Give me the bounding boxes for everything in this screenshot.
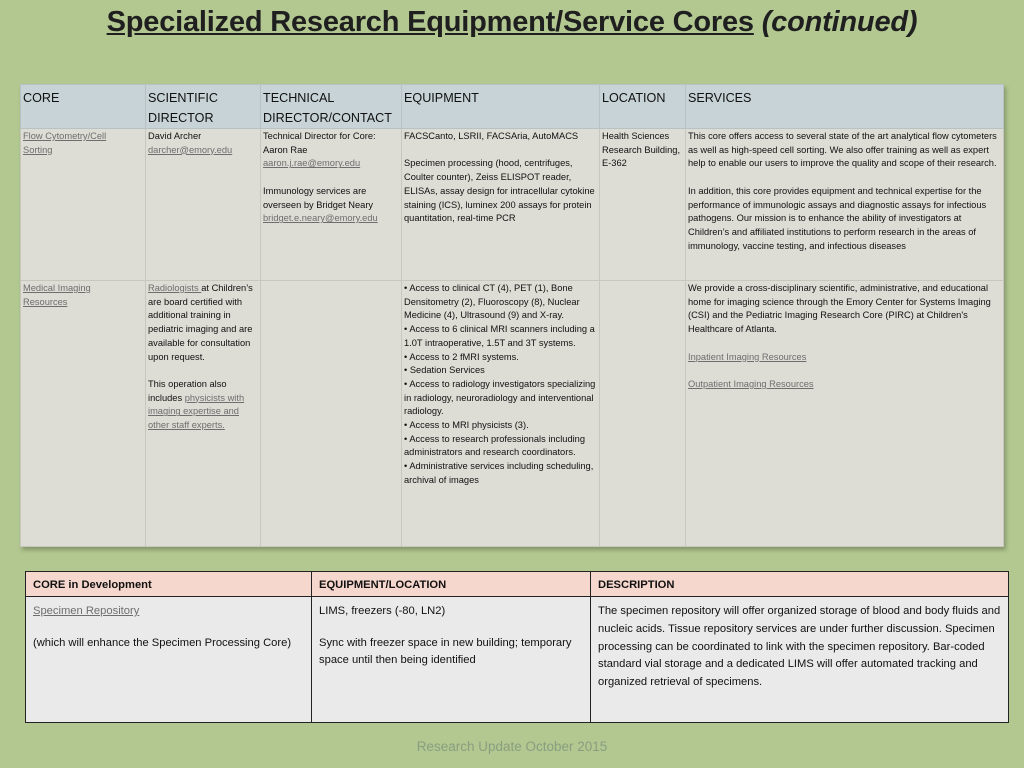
cell-core-development bbox=[26, 597, 312, 723]
header-scientific-director: SCIENTIFIC DIRECTOR bbox=[146, 85, 261, 129]
cell-equipment bbox=[402, 281, 600, 547]
equipment-item: • Access to research professionals including administrators and research coordinators. bbox=[404, 433, 586, 458]
radiologists-text: at Children’s are board certified with additional training in pediatric imaging and are available for consultation upon request. bbox=[148, 283, 253, 362]
equipment-item: • Access to clinical CT (4), PET (1), Bone Densitometry (2), Fluoroscopy (8), Nuclear Medicine (4), Ultrasound (9) and X-ray. bbox=[404, 283, 580, 321]
services-text-1: This core offers access to several state of the art analytical flow cytometers as well as high-speed cell sorting. We also offer training as well as expert help to enable our users to improve the quality and scope of their research. bbox=[688, 131, 997, 169]
development-table bbox=[25, 571, 1009, 723]
table-row bbox=[21, 129, 1004, 281]
description-text: The specimen repository will offer organized storage of blood and body fluids and nucleic acids. Tissue repository services are under further discussion. Specimen processing can be coordinated to link with the specimen repository. Bar-coded standard vial storage and a dedicated LIMS will offer automated tracking and organized retrieval of specimens. bbox=[598, 605, 1001, 689]
tech-role: Technical Director for Core: bbox=[263, 131, 376, 141]
equipment-item: • Access to radiology investigators specializing in radiology, neuroradiology and interventional radiology. bbox=[404, 378, 596, 417]
page-title-continued: (continued) bbox=[761, 6, 918, 38]
flow-cytometry-link[interactable]: Flow Cytometry/Cell Sorting bbox=[23, 131, 107, 155]
cell-location bbox=[600, 129, 686, 281]
immunology-text: Immunology services are overseen by Bridget Neary bbox=[263, 185, 374, 210]
equipment-item: • Access to 2 fMRI systems. bbox=[404, 351, 519, 362]
equipment-list-1: FACSCanto, LSRII, FACSAria, AutoMACS bbox=[404, 131, 579, 141]
cell-technical bbox=[261, 281, 402, 547]
table-row bbox=[21, 281, 1004, 547]
cores-table-header bbox=[21, 85, 1004, 129]
services-text-2: In addition, this core provides equipment and technical expertise for the performance of immunologic assays and diagnostic assays for infectious pathogens. Our mission is to enhance the ability of investigators at Children’s and affiliated institutions to perform research in the areas of immunology, vaccine testing, and infectious diseases bbox=[688, 185, 987, 251]
cell-services bbox=[686, 129, 1004, 281]
equipment-list-2: Specimen processing (hood, centrifuges, Coulter counter), Zeiss ELISPOT reader, ELISAs, assay design for intracellular cytokine staining (ICS), luminex 200 assays for protein quantitation, real-time PCR bbox=[404, 158, 595, 224]
cell-services bbox=[686, 281, 1004, 547]
cell-core bbox=[21, 129, 146, 281]
header-equipment: EQUIPMENT bbox=[402, 85, 600, 129]
header-equipment-location: EQUIPMENT/LOCATION bbox=[312, 572, 591, 597]
header-services: SERVICES bbox=[686, 85, 1004, 129]
specimen-repository-link[interactable]: Specimen Repository bbox=[33, 605, 140, 617]
location-text: Health Sciences Research Building, E-362 bbox=[602, 131, 681, 169]
cell-equipment bbox=[402, 129, 600, 281]
header-description: DESCRIPTION bbox=[591, 572, 1009, 597]
equipment-item: • Administrative services including scheduling, archival of images bbox=[404, 461, 594, 485]
core-note: (which will enhance the Specimen Processing Core) bbox=[33, 636, 292, 649]
tech-name: Aaron Rae bbox=[263, 144, 308, 155]
table-row bbox=[26, 597, 1009, 723]
inpatient-imaging-link[interactable]: Inpatient Imaging Resources bbox=[688, 351, 807, 362]
equipment-item: • Sedation Services bbox=[404, 365, 485, 376]
services-text: We provide a cross-disciplinary scientific, administrative, and educational home for imaging science through the Emory Center for Systems Imaging (CSI) and the Pediatric Imaging Research Core (PIRC) at Children's Healthcare of Atlanta. bbox=[688, 283, 991, 335]
equipment-location-2: Sync with freezer space in new building; temporary space until then being identified bbox=[319, 636, 572, 666]
header-location: LOCATION bbox=[600, 85, 686, 129]
outpatient-imaging-link[interactable]: Outpatient Imaging Resources bbox=[688, 378, 814, 389]
page-title bbox=[0, 6, 1024, 39]
cell-description bbox=[591, 597, 1009, 723]
physicists-link[interactable]: physicists with imaging expertise and other staff experts. bbox=[148, 392, 245, 431]
equipment-location-1: LIMS, freezers (-80, LN2) bbox=[319, 605, 446, 617]
header-technical-director: TECHNICAL DIRECTOR/CONTACT bbox=[261, 85, 402, 129]
cell-location bbox=[600, 281, 686, 547]
director-name: David Archer bbox=[148, 131, 202, 141]
cores-table bbox=[20, 84, 1004, 547]
page-title-main: Specialized Research Equipment/Service Cores bbox=[106, 6, 754, 38]
cell-director bbox=[146, 281, 261, 547]
cell-technical bbox=[261, 129, 402, 281]
operation-text: This operation also includes bbox=[148, 378, 227, 403]
director-email-link[interactable]: darcher@emory.edu bbox=[148, 144, 233, 155]
cell-core bbox=[21, 281, 146, 547]
immunology-email-link[interactable]: bridget.e.neary@emory.edu bbox=[263, 213, 378, 224]
footer-text: Research Update October 2015 bbox=[416, 739, 608, 754]
cell-director bbox=[146, 129, 261, 281]
header-core-development: CORE in Development bbox=[26, 572, 312, 597]
radiologists-link[interactable]: Radiologists bbox=[148, 283, 202, 293]
equipment-item: • Access to MRI physicists (3). bbox=[404, 420, 529, 431]
header-core: CORE bbox=[21, 85, 146, 129]
tech-email-link[interactable]: aaron.j.rae@emory.edu bbox=[263, 158, 361, 169]
development-table-header bbox=[26, 572, 1009, 597]
cell-equipment-location bbox=[312, 597, 591, 723]
equipment-item: • Access to 6 clinical MRI scanners including a 1.0T intraoperative, 1.5T and 3T systems. bbox=[404, 324, 595, 348]
medical-imaging-link[interactable]: Medical Imaging Resources bbox=[23, 283, 91, 307]
